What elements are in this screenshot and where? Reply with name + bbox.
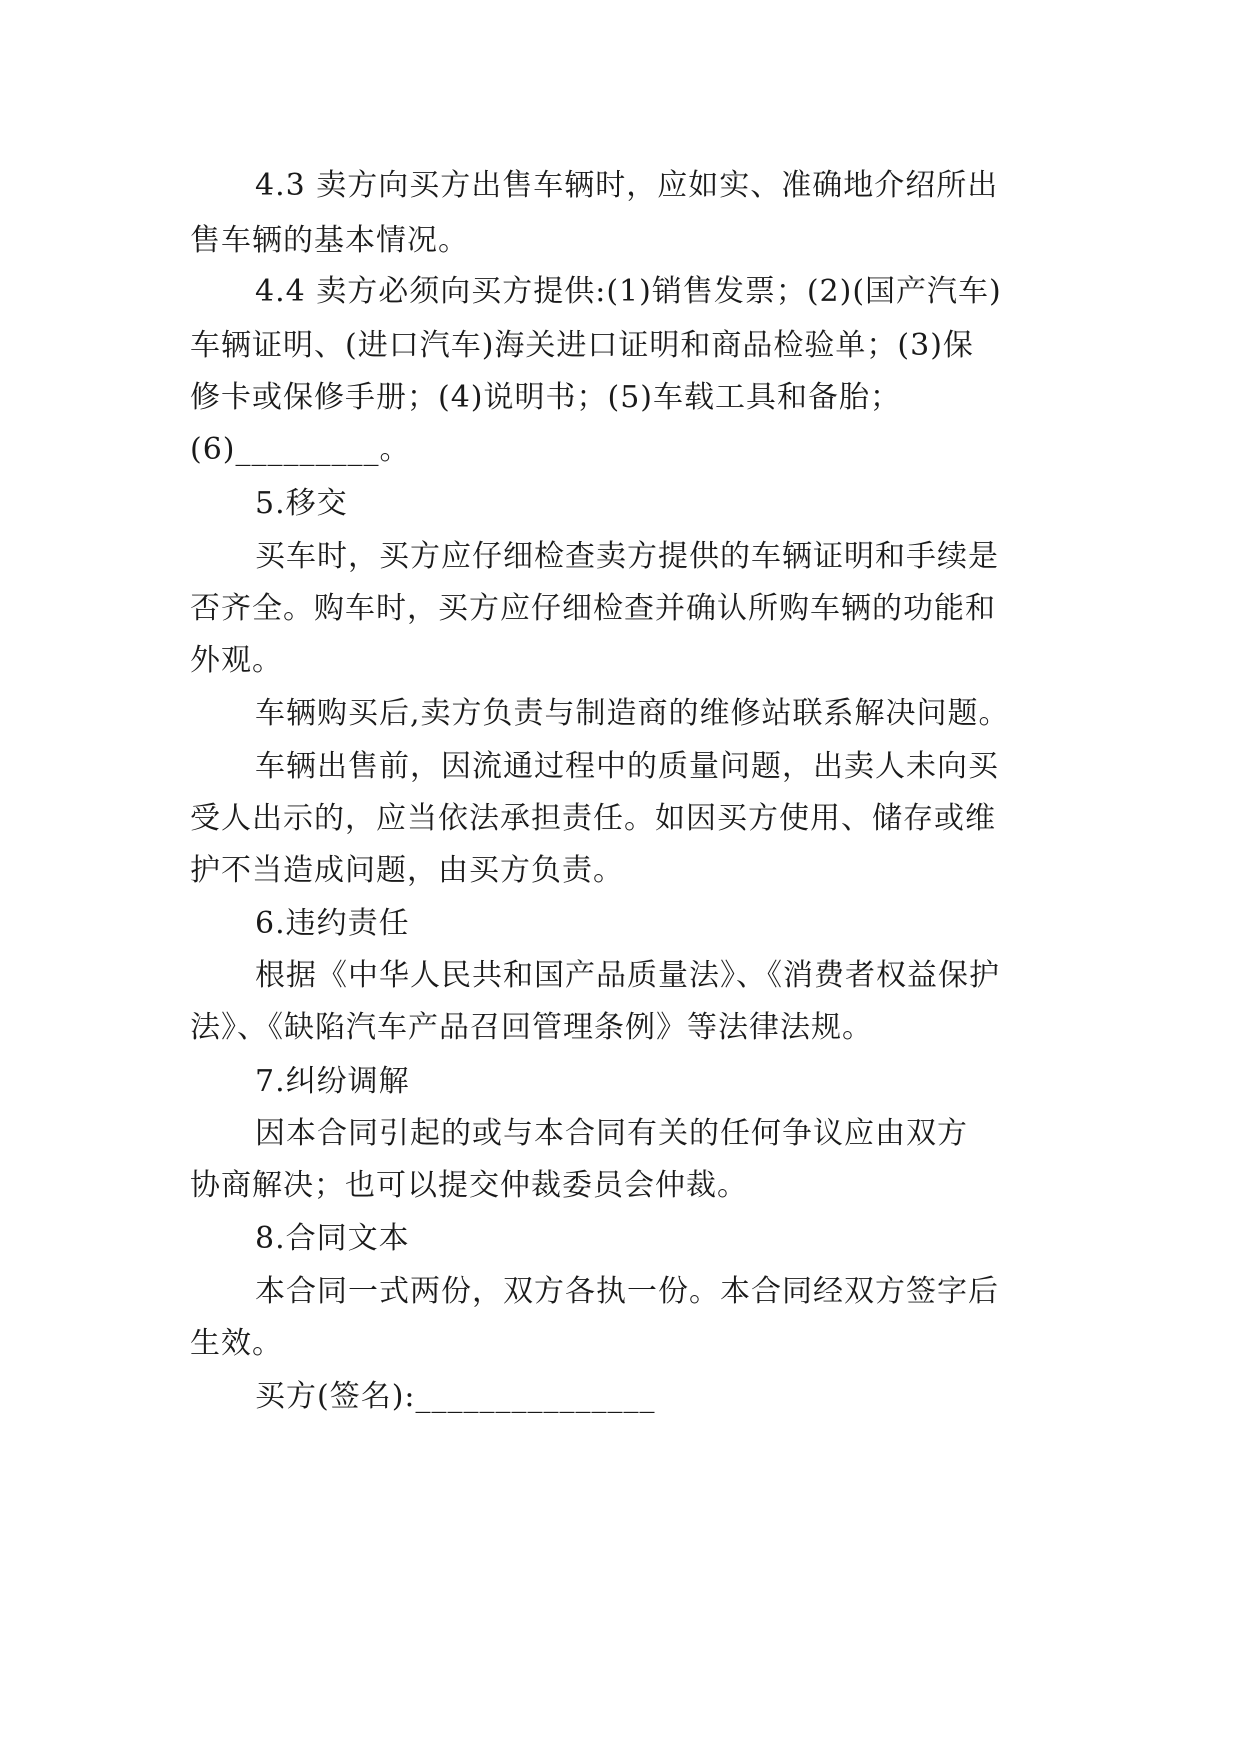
section-5-para-2: 车辆购买后,卖方负责与制造商的维修站联系解决问题。	[255, 696, 1010, 731]
clause-4-4-line-4: (6)_________。	[190, 432, 411, 467]
section-5-para-1-line-2: 否齐全。购车时，买方应仔细检查并确认所购车辆的功能和	[190, 591, 996, 626]
buyer-signature-line: 买方(签名):_______________	[255, 1379, 656, 1414]
section-5-para-3-line-2: 受人出示的，应当依法承担责任。如因买方使用、储存或维	[190, 801, 996, 836]
section-5-para-1-line-1: 买车时，买方应仔细检查卖方提供的车辆证明和手续是	[255, 539, 999, 574]
section-5-para-3-line-3: 护不当造成问题，由买方负责。	[190, 853, 624, 888]
section-5-para-3-line-1: 车辆出售前，因流通过程中的质量问题，出卖人未向买	[255, 749, 999, 784]
section-6-para-line-1: 根据《中华人民共和国产品质量法》、《消费者权益保护	[255, 958, 1000, 993]
section-6-para-line-2: 法》、《缺陷汽车产品召回管理条例》等法律法规。	[190, 1010, 873, 1045]
section-7-heading: 7.纠纷调解	[255, 1064, 410, 1099]
clause-4-4-line-3: 修卡或保修手册；(4)说明书；(5)车载工具和备胎；	[190, 380, 901, 415]
clause-4-4-line-1: 4.4 卖方必须向买方提供:(1)销售发票；(2)(国产汽车)	[255, 274, 1002, 309]
section-8-para-line-2: 生效。	[190, 1326, 283, 1361]
section-5-heading: 5.移交	[255, 486, 348, 521]
section-7-para-line-1: 因本合同引起的或与本合同有关的任何争议应由双方	[255, 1116, 968, 1151]
section-5-para-1-line-3: 外观。	[190, 643, 283, 678]
section-8-para-line-1: 本合同一式两份，双方各执一份。本合同经双方签字后	[255, 1274, 999, 1309]
section-6-heading: 6.违约责任	[255, 906, 410, 941]
section-8-heading: 8.合同文本	[255, 1221, 410, 1256]
clause-4-4-line-2: 车辆证明、(进口汽车)海关进口证明和商品检验单；(3)保	[190, 328, 974, 363]
clause-4-3-line-2: 售车辆的基本情况。	[190, 223, 469, 258]
clause-4-3-line-1: 4.3 卖方向买方出售车辆时，应如实、准确地介绍所出	[255, 168, 999, 203]
section-7-para-line-2: 协商解决；也可以提交仲裁委员会仲裁。	[190, 1168, 748, 1203]
